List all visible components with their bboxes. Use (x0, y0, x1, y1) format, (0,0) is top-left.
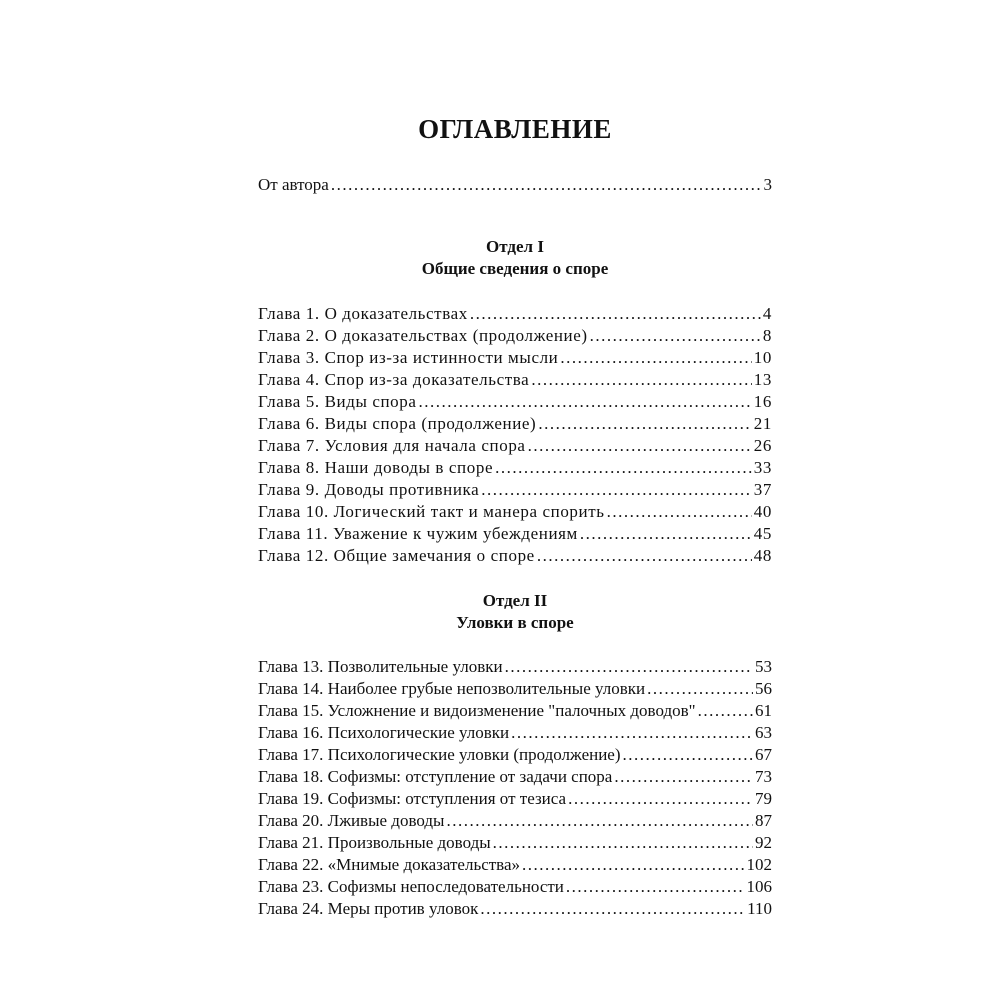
toc-entry-page: 110 (747, 899, 772, 918)
toc-entry-label: Глава 13. Позволительные уловки (258, 657, 503, 676)
dot-leader (607, 501, 752, 523)
chapter-list-section-2 (258, 656, 772, 920)
toc-entry-page: 21 (753, 414, 772, 433)
toc-entry-page: 92 (755, 833, 772, 852)
toc-entry-label: Глава 10. Логический такт и манера спорить (258, 502, 605, 521)
toc-entry-label: Глава 8. Наши доводы в споре (258, 458, 494, 477)
dot-leader (698, 700, 753, 722)
toc-page (258, 0, 772, 1000)
toc-entry[interactable] (258, 501, 772, 523)
toc-entry-page: 3 (763, 175, 772, 194)
dot-leader (647, 678, 753, 700)
section-subtitle: Общие сведения о споре (421, 259, 609, 278)
dot-leader (580, 523, 752, 545)
toc-entry-label: Глава 18. Софизмы: отступление от задачи спора (258, 767, 613, 786)
toc-entry-label: Глава 15. Усложнение и видоизменение "палочных доводов" (258, 701, 696, 720)
toc-entry[interactable] (258, 369, 772, 391)
dot-leader (522, 854, 744, 876)
toc-entry[interactable] (258, 876, 772, 898)
section-title: Отдел I (486, 237, 544, 256)
toc-entry-label: Глава 21. Произвольные доводы (258, 833, 491, 852)
toc-entry-page: 45 (753, 524, 772, 543)
dot-leader (480, 898, 745, 920)
toc-entry-intro[interactable] (258, 174, 772, 196)
dot-leader (566, 876, 745, 898)
dot-leader (470, 303, 761, 325)
toc-entry-page: 61 (755, 701, 772, 720)
toc-entry-page: 56 (755, 679, 772, 698)
toc-entry-label: Глава 24. Меры против уловок (258, 899, 479, 918)
dot-leader (623, 744, 753, 766)
toc-entry[interactable] (258, 766, 772, 788)
toc-entry-label: От автора (258, 175, 329, 194)
toc-entry-label: Глава 14. Наиболее грубые непозволительные уловки (258, 679, 646, 698)
toc-entry[interactable] (258, 788, 772, 810)
dot-leader (505, 656, 753, 678)
toc-entry-page: 26 (753, 436, 772, 455)
toc-entry[interactable] (258, 457, 772, 479)
toc-entry-label: Глава 5. Виды спора (258, 392, 417, 411)
toc-entry-label: Глава 3. Спор из-за истинности мысли (258, 348, 559, 367)
chapter-list-section-1 (258, 303, 772, 567)
section-title: Отдел II (482, 591, 548, 610)
toc-entry-page: 8 (762, 326, 772, 345)
dot-leader (331, 174, 762, 196)
toc-entry[interactable] (258, 678, 772, 700)
page-title: ОГЛАВЛЕНИЕ (418, 114, 612, 144)
toc-entry[interactable] (258, 656, 772, 678)
toc-entry-label: Глава 17. Психологические уловки (продолжение) (258, 745, 621, 764)
toc-entry[interactable] (258, 413, 772, 435)
toc-entry-label: Глава 6. Виды спора (продолжение) (258, 414, 537, 433)
toc-entry-page: 73 (755, 767, 772, 786)
dot-leader (481, 479, 752, 501)
toc-entry[interactable] (258, 325, 772, 347)
toc-entry-label: Глава 11. Уважение к чужим убеждениям (258, 524, 578, 543)
dot-leader (495, 457, 752, 479)
dot-leader (590, 325, 761, 347)
toc-entry[interactable] (258, 832, 772, 854)
toc-entry-label: Глава 16. Психологические уловки (258, 723, 510, 742)
toc-entry-page: 106 (746, 877, 772, 896)
dot-leader (511, 722, 753, 744)
dot-leader (531, 369, 751, 391)
toc-entry[interactable] (258, 854, 772, 876)
section-heading-1 (258, 236, 772, 280)
toc-entry[interactable] (258, 810, 772, 832)
dot-leader (537, 545, 752, 567)
toc-entry[interactable] (258, 347, 772, 369)
toc-entry-label: Глава 20. Лживые доводы (258, 811, 445, 830)
toc-entry[interactable] (258, 700, 772, 722)
toc-entry-page: 53 (755, 657, 772, 676)
toc-entry[interactable] (258, 744, 772, 766)
toc-entry-page: 102 (746, 855, 772, 874)
toc-entry-page: 37 (753, 480, 772, 499)
toc-entry-label: Глава 2. О доказательствах (продолжение) (258, 326, 588, 345)
section-heading-2 (258, 590, 772, 634)
toc-entry-label: Глава 9. Доводы противника (258, 480, 480, 499)
dot-leader (419, 391, 752, 413)
toc-entry-label: Глава 4. Спор из-за доказательства (258, 370, 530, 389)
toc-entry-page: 79 (755, 789, 772, 808)
toc-entry-page: 67 (755, 745, 772, 764)
toc-entry-page: 10 (753, 348, 772, 367)
toc-entry-page: 33 (753, 458, 772, 477)
toc-entry[interactable] (258, 479, 772, 501)
dot-leader (528, 435, 752, 457)
toc-entry-page: 48 (753, 546, 772, 565)
dot-leader (560, 347, 751, 369)
toc-entry-page: 63 (755, 723, 772, 742)
toc-entry[interactable] (258, 722, 772, 744)
toc-entry[interactable] (258, 545, 772, 567)
toc-entry-page: 87 (755, 811, 772, 830)
toc-entry-label: Глава 7. Условия для начала спора (258, 436, 526, 455)
section-subtitle: Уловки в споре (456, 613, 574, 632)
toc-entry[interactable] (258, 435, 772, 457)
dot-leader (446, 810, 753, 832)
toc-entry-page: 13 (753, 370, 772, 389)
toc-entry[interactable] (258, 523, 772, 545)
dot-leader (614, 766, 753, 788)
toc-entry-label: Глава 1. О доказательствах (258, 304, 468, 323)
toc-entry-page: 4 (762, 304, 772, 323)
toc-entry[interactable] (258, 391, 772, 413)
toc-entry[interactable] (258, 898, 772, 920)
dot-leader (568, 788, 753, 810)
toc-entry-page: 40 (753, 502, 772, 521)
toc-entry-page: 16 (753, 392, 772, 411)
toc-entry[interactable] (258, 303, 772, 325)
toc-entry-label: Глава 23. Софизмы непоследовательности (258, 877, 564, 896)
toc-entry-label: Глава 22. «Мнимые доказательства» (258, 855, 521, 874)
toc-entry-label: Глава 19. Софизмы: отступления от тезиса (258, 789, 567, 808)
dot-leader (538, 413, 751, 435)
dot-leader (493, 832, 753, 854)
toc-entry-label: Глава 12. Общие замечания о споре (258, 546, 535, 565)
